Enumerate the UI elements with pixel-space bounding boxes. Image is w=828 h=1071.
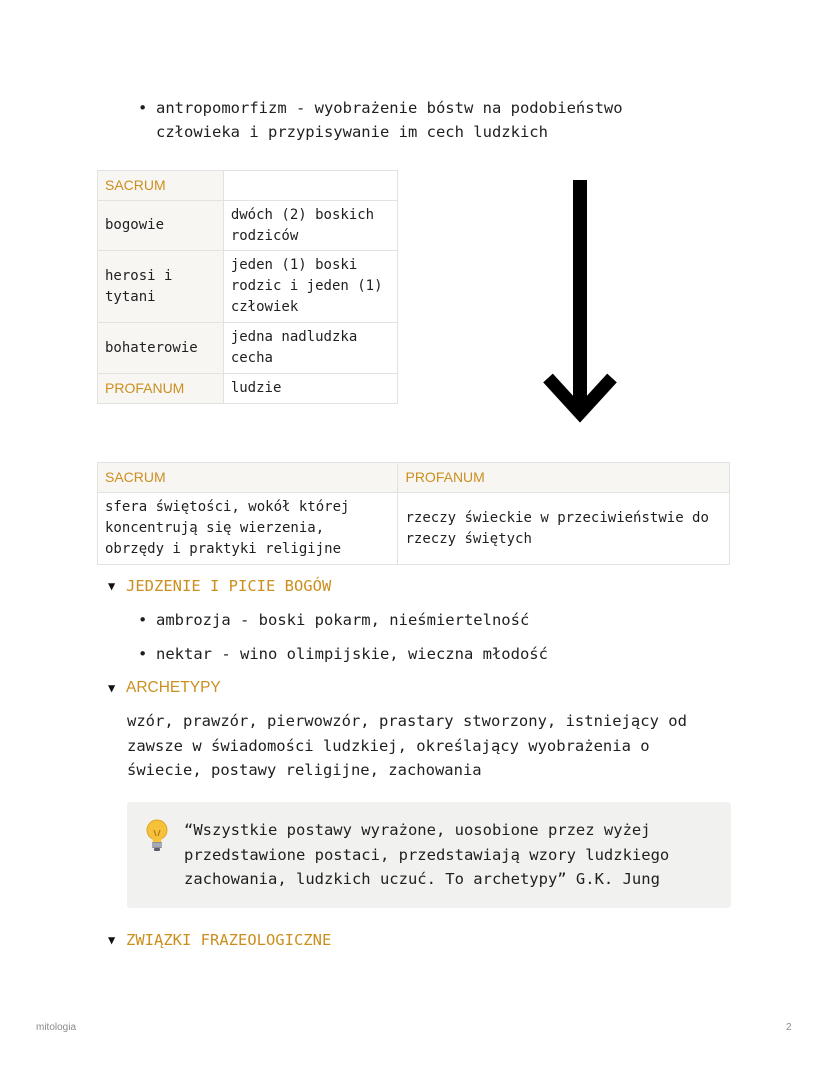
toggle-food-title: JEDZENIE I PICIE BOGÓW	[126, 577, 332, 595]
bullet-dot: •	[138, 611, 148, 629]
table-row	[98, 201, 398, 251]
definition-table	[97, 462, 730, 565]
toggle-archetypes[interactable]	[108, 677, 508, 699]
callout-quote: “Wszystkie postawy wyrażone, uosobione przez wyżej przedstawione postaci, przedstawiają wzory ludzkiego zachowania, ludzkich uczuć. To archetypy” G.K. Jung	[184, 821, 670, 888]
row-label: bogowie	[98, 201, 224, 251]
list-item	[138, 643, 638, 665]
hierarchy-table	[97, 170, 398, 404]
toggle-phrases[interactable]	[108, 929, 508, 951]
toggle-food[interactable]	[108, 575, 508, 597]
table-row	[98, 374, 398, 404]
list-item-text: ambrozja - boski pokarm, nieśmiertelność	[156, 611, 530, 629]
row-value: jeden (1) boski rodzic i jeden (1) człowiek	[223, 251, 397, 323]
row-label: bohaterowie	[98, 323, 224, 374]
table-row	[98, 493, 730, 565]
row-label: herosi i tytani	[98, 251, 224, 323]
profanum-header: PROFANUM	[398, 463, 730, 493]
empty-header-cell	[223, 171, 397, 201]
table-row	[98, 463, 730, 493]
row-value: ludzie	[223, 374, 397, 404]
toggle-phrases-title: ZWIĄZKI FRAZEOLOGICZNE	[126, 931, 332, 949]
lightbulb-icon	[143, 818, 171, 852]
toggle-archetypes-title: ARCHETYPY	[126, 679, 221, 696]
footer-doc-name: mitologia	[36, 1022, 77, 1033]
bullet-text: antropomorfizm - wyobrażenie bóstw na podobieństwo człowieka i przypisywanie im cech ludzkich	[156, 99, 623, 141]
list-item-text: nektar - wino olimpijskie, wieczna młodość	[156, 645, 548, 663]
row-value: jedna nadludzka cecha	[223, 323, 397, 374]
sacrum-definition: sfera świętości, wokół której koncentrują się wierzenia, obrzędy i praktyki religijne	[98, 493, 398, 565]
table-row	[98, 323, 398, 374]
bullet-dot: •	[138, 645, 148, 663]
profanum-label: PROFANUM	[98, 374, 224, 404]
bullet-dot: •	[138, 99, 148, 117]
toggle-triangle-icon[interactable]: ▼	[108, 579, 116, 593]
sacrum-header: SACRUM	[98, 171, 224, 201]
table-row	[98, 171, 398, 201]
table-row	[98, 251, 398, 323]
row-value: dwóch (2) boskich rodziców	[223, 201, 397, 251]
list-item	[138, 609, 638, 631]
toggle-triangle-icon[interactable]: ▼	[108, 933, 116, 947]
sacrum-header: SACRUM	[98, 463, 398, 493]
toggle-triangle-icon[interactable]: ▼	[108, 681, 116, 695]
quote-callout	[127, 802, 731, 908]
archetypes-definition: wzór, prawzór, pierwowzór, prastary stworzony, istniejący od zawsze w świadomości ludzkiej, określający wyobrażenia o świecie, postawy religijne, zachowania	[127, 712, 687, 779]
footer-page-number: 2	[786, 1022, 792, 1033]
profanum-definition: rzeczy świeckie w przeciwieństwie do rzeczy świętych	[398, 493, 730, 565]
down-arrow-icon	[540, 178, 620, 428]
